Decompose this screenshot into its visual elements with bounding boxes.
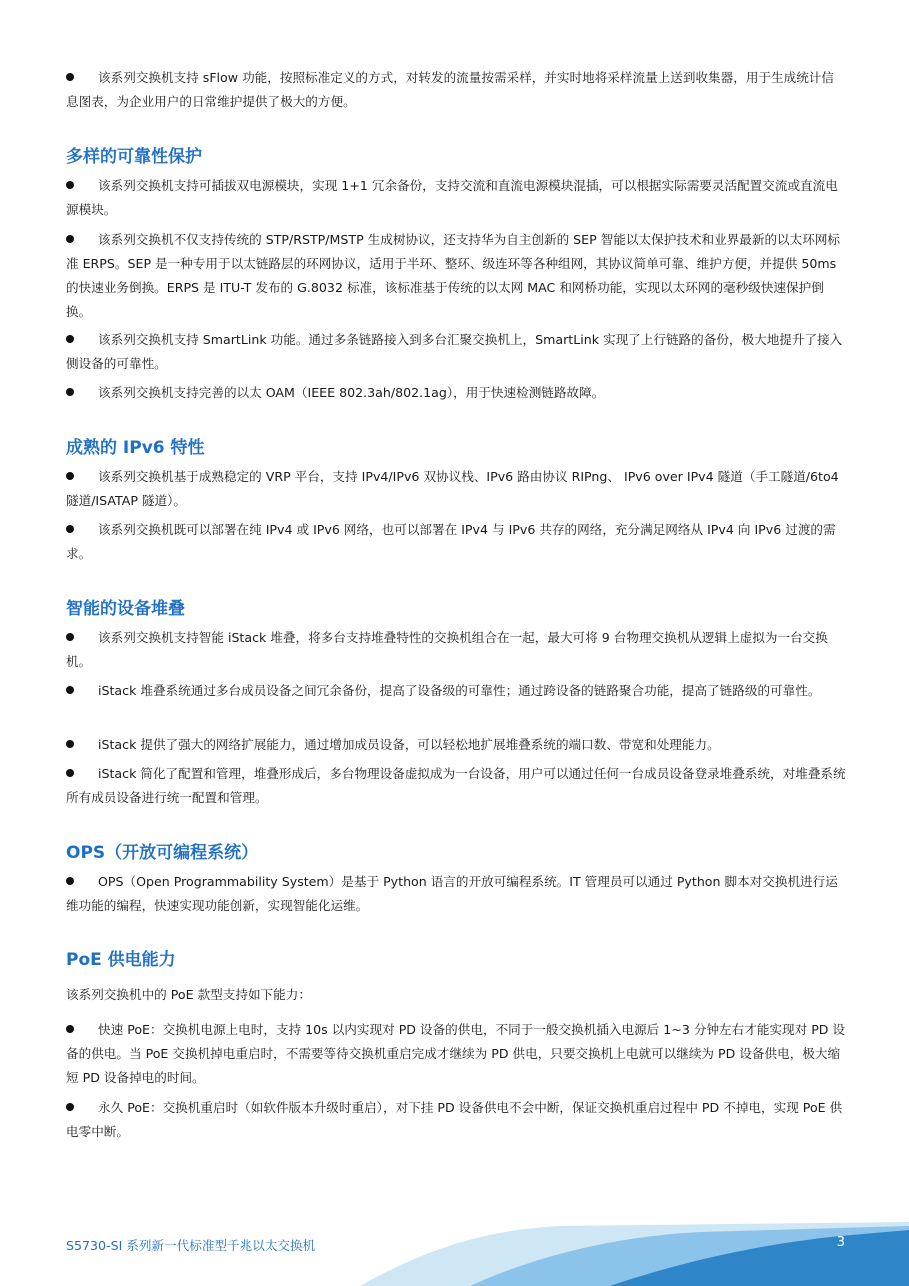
bullet-item — [66, 1018, 846, 1090]
bullet-text: OPS（Open Programmability System）是基于 Python 语言的开放可编程系统。IT 管理员可以通过 Python 脚本对交换机进行运维功能的编程，快速实现功能创新，实现智能化运维。 — [66, 874, 838, 913]
section-title-ops: OPS（开放可编程系统） — [66, 843, 259, 863]
bullet-item — [66, 679, 846, 703]
bullet-item — [66, 381, 846, 405]
bullet-item — [66, 66, 846, 114]
bullet-text: 该系列交换机基于成熟稳定的 VRP 平台，支持 IPv4/IPv6 双协议栈、IPv6 路由协议 RIPng、 IPv6 over IPv4 隧道（手工隧道/6to4 隧道/ISATAP 隧道）。 — [66, 469, 839, 508]
bullet-item — [66, 465, 846, 513]
bullet-dot — [66, 335, 74, 343]
bullet-item — [66, 733, 846, 757]
bullet-item — [66, 1096, 846, 1144]
footer-wave-decoration — [0, 1222, 909, 1286]
bullet-dot — [66, 1025, 74, 1033]
bullet-dot — [66, 388, 74, 396]
page-footer — [0, 1222, 909, 1286]
bullet-dot — [66, 235, 74, 243]
bullet-text: 该系列交换机支持可插拔双电源模块，实现 1+1 冗余备份，支持交流和直流电源模块混插，可以根据实际需要灵活配置交流或直流电源模块。 — [66, 178, 838, 217]
section-title-ipv6: 成熟的 IPv6 特性 — [66, 438, 205, 458]
bullet-dot — [66, 686, 74, 694]
bullet-item — [66, 626, 846, 674]
bullet-text: 该系列交换机支持 sFlow 功能，按照标准定义的方式，对转发的流量按需采样，并实时地将采样流量上送到收集器，用于生成统计信息图表，为企业用户的日常维护提供了极大的方便。 — [66, 70, 834, 109]
bullet-text: 该系列交换机支持 SmartLink 功能。通过多条链路接入到多台汇聚交换机上，SmartLink 实现了上行链路的备份，极大地提升了接入侧设备的可靠性。 — [66, 332, 843, 371]
bullet-item — [66, 870, 846, 918]
bullet-text: 该系列交换机既可以部署在纯 IPv4 或 IPv6 网络，也可以部署在 IPv4 与 IPv6 共存的网络，充分满足网络从 IPv4 向 IPv6 过渡的需求。 — [66, 522, 836, 561]
bullet-dot — [66, 633, 74, 641]
bullet-text: 该系列交换机支持智能 iStack 堆叠，将多台支持堆叠特性的交换机组合在一起，最大可将 9 台物理交换机从逻辑上虚拟为一台交换机。 — [66, 630, 828, 669]
bullet-dot — [66, 1103, 74, 1111]
bullet-dot — [66, 769, 74, 777]
bullet-dot — [66, 877, 74, 885]
section-title-poe: PoE 供电能力 — [66, 950, 176, 970]
bullet-item — [66, 174, 846, 222]
bullet-text: iStack 提供了强大的网络扩展能力，通过增加成员设备，可以轻松地扩展堆叠系统的端口数、带宽和处理能力。 — [98, 737, 720, 752]
bullet-dot — [66, 740, 74, 748]
bullet-text: 该系列交换机支持完善的以太 OAM（IEEE 802.3ah/802.1ag），用于快速检测链路故障。 — [98, 385, 605, 400]
poe-intro: 该系列交换机中的 PoE 款型支持如下能力： — [66, 987, 311, 1002]
bullet-item — [66, 518, 846, 566]
bullet-item — [66, 328, 846, 376]
section-title-reliability: 多样的可靠性保护 — [66, 147, 202, 167]
bullet-text: 永久 PoE：交换机重启时（如软件版本升级时重启），对下挂 PD 设备供电不会中断，保证交换机重启过程中 PD 不掉电，实现 PoE 供电零中断。 — [66, 1100, 843, 1139]
page-number: 3 — [836, 1235, 845, 1250]
bullet-text: iStack 堆叠系统通过多台成员设备之间冗余备份，提高了设备级的可靠性；通过跨设备的链路聚合功能，提高了链路级的可靠性。 — [98, 683, 821, 698]
footer-document-title: S5730-SI 系列新一代标准型千兆以太交换机 — [66, 1238, 316, 1253]
bullet-dot — [66, 181, 74, 189]
bullet-dot — [66, 525, 74, 533]
section-title-stack: 智能的设备堆叠 — [66, 599, 185, 619]
bullet-dot — [66, 73, 74, 81]
bullet-dot — [66, 472, 74, 480]
bullet-item — [66, 762, 846, 810]
bullet-text: iStack 简化了配置和管理，堆叠形成后，多台物理设备虚拟成为一台设备，用户可以通过任何一台成员设备登录堆叠系统，对堆叠系统所有成员设备进行统一配置和管理。 — [66, 766, 846, 805]
bullet-item — [66, 228, 846, 324]
bullet-text: 该系列交换机不仅支持传统的 STP/RSTP/MSTP 生成树协议，还支持华为自主创新的 SEP 智能以太保护技术和业界最新的以太环网标准 ERPS。SEP 是一种专用于以太链路层的环网协议，适用于半环、整环、级连环等各种组网，其协议简单可靠、维护方便，并提供 50ms 的快速业务倒换。ERPS 是 ITU-T 发布的 G.8032 标准，该标准基于传统的以太网 MAC 和网桥功能，实现以太环网的毫秒级快速保护倒换。 — [66, 232, 841, 319]
bullet-text: 快速 PoE：交换机电源上电时，支持 10s 以内实现对 PD 设备的供电，不同于一般交换机插入电源后 1~3 分钟左右才能实现对 PD 设备的供电。当 PoE 交换机掉电重启时，不需要等待交换机重启完成才继续为 PD 供电，只要交换机上电就可以继续为 PD 设备供电，极大缩短 PD 设备掉电的时间。 — [66, 1022, 846, 1085]
